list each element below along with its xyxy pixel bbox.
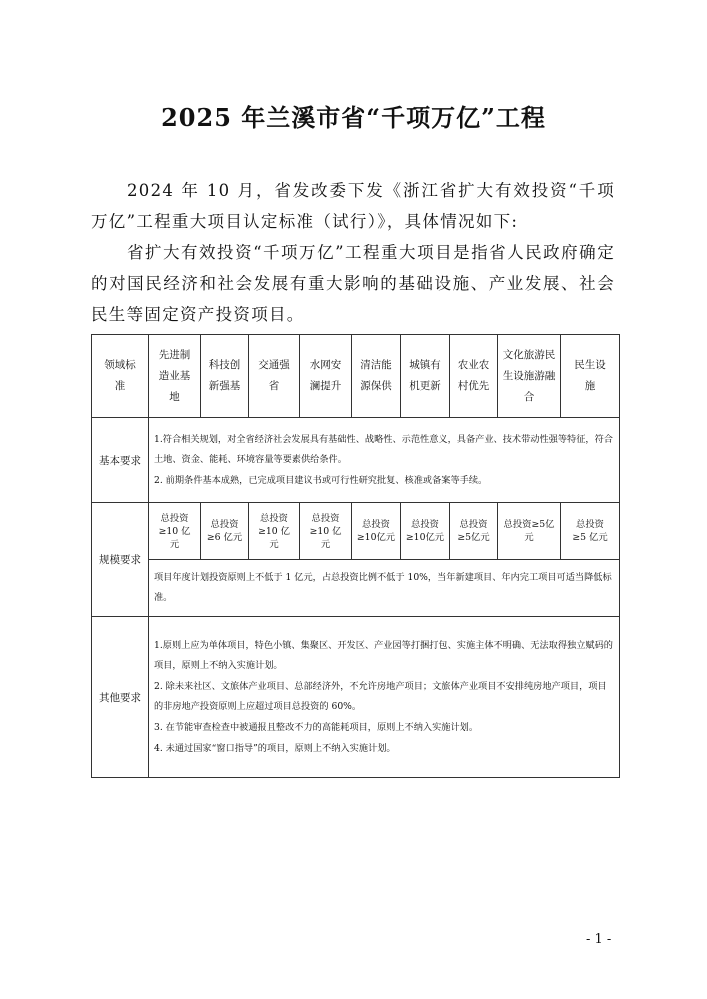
page-title: 2025 年兰溪市省“千项万亿”工程 bbox=[161, 103, 546, 132]
column-header: 农业农村优先 bbox=[450, 335, 498, 418]
other-requirement-item: 1.原则上应为单体项目，特色小镇、集聚区、开发区、产业园等打捆打包、实施主体不明确、无法取得独立赋码的项目，原则上不纳入实施计划。 bbox=[154, 639, 613, 671]
scale-value: 总投资≥5 亿元 bbox=[561, 503, 620, 560]
scale-values-row bbox=[92, 503, 620, 560]
basic-requirement-item: 2. 前期条件基本成熟，已完成项目建议书或可行性研究批复、核准或备案等手续。 bbox=[154, 474, 488, 486]
scale-value: 总投资≥10亿元 bbox=[352, 503, 401, 560]
basic-requirements-row bbox=[92, 418, 620, 503]
criteria-table bbox=[91, 334, 620, 778]
scale-value: 总投资≥10 亿元 bbox=[249, 503, 300, 560]
column-header: 科技创新强基 bbox=[201, 335, 249, 418]
column-header: 水网安澜提升 bbox=[300, 335, 352, 418]
scale-note-cell: 项目年度计划投资原则上不低于 1 亿元，占总投资比例不低于 10%，当年新建项目、年内完工项目可适当降低标准。 bbox=[149, 560, 620, 617]
row-label-scale: 规模要求 bbox=[92, 503, 149, 617]
table-header-row bbox=[92, 335, 620, 418]
scale-value: 总投资≥10亿元 bbox=[401, 503, 450, 560]
other-requirements-row bbox=[92, 617, 620, 778]
column-header: 城镇有机更新 bbox=[401, 335, 450, 418]
row-label-other: 其他要求 bbox=[92, 617, 149, 778]
page-number: - 1 - bbox=[586, 932, 612, 947]
scale-value: 总投资≥10 亿元 bbox=[300, 503, 352, 560]
other-requirement-item: 3. 在节能审查检查中被通报且整改不力的高能耗项目，原则上不纳入实施计划。 bbox=[154, 721, 479, 733]
column-header: 交通强省 bbox=[249, 335, 300, 418]
scale-note-row bbox=[92, 560, 620, 617]
header-corner: 领域标准 bbox=[92, 335, 149, 418]
basic-requirements-cell bbox=[149, 418, 620, 503]
scale-value: 总投资≥10 亿元 bbox=[149, 503, 201, 560]
scale-value: 总投资≥6 亿元 bbox=[201, 503, 249, 560]
basic-requirement-item: 1.符合相关规划，对全省经济社会发展具有基础性、战略性、示范性意义，具备产业、技术带动性强等特征，符合土地、资金、能耗、环境容量等要素供给条件。 bbox=[154, 433, 613, 465]
scale-value: 总投资≥5亿元 bbox=[450, 503, 498, 560]
other-requirements-cell bbox=[149, 617, 620, 778]
column-header: 民生设施 bbox=[561, 335, 620, 418]
column-header: 文化旅游民生设施游融合 bbox=[498, 335, 561, 418]
intro-paragraph: 2024 年 10 月，省发改委下发《浙江省扩大有效投资“千项万亿”工程重大项目认定标准（试行）》，具体情况如下: bbox=[91, 181, 615, 231]
other-requirement-item: 4. 未通过国家“窗口指导”的项目，原则上不纳入实施计划。 bbox=[154, 742, 396, 754]
other-requirement-item: 2. 除未来社区、文旅体产业项目、总部经济外，不允许房地产项目；文旅体产业项目不安排纯房地产项目，项目的非房地产投资原则上应超过项目总投资的 60%。 bbox=[154, 680, 607, 712]
column-header: 清洁能源保供 bbox=[352, 335, 401, 418]
scale-value: 总投资≥5亿元 bbox=[498, 503, 561, 560]
row-label-basic: 基本要求 bbox=[92, 418, 149, 503]
definition-paragraph: 省扩大有效投资“千项万亿”工程重大项目是指省人民政府确定的对国民经济和社会发展有重大影响的基础设施、产业发展、社会民生等固定资产投资项目。 bbox=[91, 243, 615, 324]
column-header: 先进制造业基地 bbox=[149, 335, 201, 418]
